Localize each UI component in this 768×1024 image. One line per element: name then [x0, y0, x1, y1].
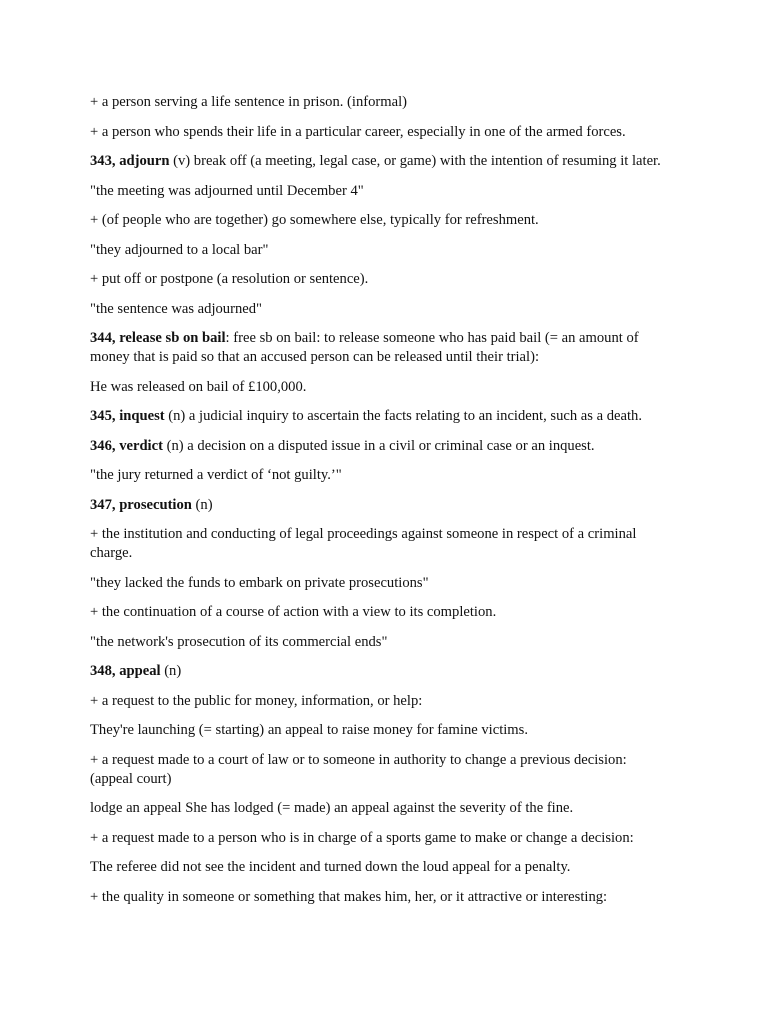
definition-line	[90, 211, 670, 230]
definition-line	[90, 603, 670, 622]
entry-headword: 343, adjourn	[90, 153, 170, 169]
definition-text: + a request to the public for money, information, or help:	[90, 692, 423, 709]
example-text: The referee did not see the incident and turned down the loud appeal for a penalty.	[90, 859, 571, 875]
definition-text: + the quality in someone or something that makes him, her, or it attractive or interesting:	[90, 888, 608, 905]
definition-text: (v) break off (a meeting, legal case, or game) with the intention of resuming it later.	[169, 153, 661, 169]
entry-headword: 348, appeal	[90, 663, 161, 679]
example-line	[90, 378, 670, 397]
definition-text: + a person serving a life sentence in prison. (informal)	[90, 94, 408, 110]
entry-headword: 344, release sb on bail	[90, 330, 226, 346]
example-line	[90, 300, 670, 319]
definition-text: (n) a judicial inquiry to ascertain the facts relating to an incident, such as a death.	[164, 408, 642, 424]
example-text: They're launching (= starting) an appeal to raise money for famine victims.	[90, 722, 528, 738]
entry-inquest	[90, 407, 670, 426]
entry-prosecution	[90, 496, 670, 515]
entry-release-on-bail	[90, 329, 670, 367]
definition-line	[90, 93, 670, 112]
example-line	[90, 721, 670, 740]
definition-text: + (of people who are together) go somewhere else, typically for refreshment.	[90, 212, 539, 228]
definition-line	[90, 829, 670, 848]
definition-text: (n)	[160, 663, 182, 679]
example-line	[90, 241, 670, 260]
definition-text: + the continuation of a course of action with a view to its completion.	[90, 604, 497, 620]
example-text: "the network's prosecution of its commercial ends"	[90, 633, 388, 650]
entry-headword: 345, inquest	[90, 408, 165, 424]
example-text: "the sentence was adjourned"	[90, 300, 262, 317]
entry-verdict	[90, 437, 670, 456]
example-line	[90, 633, 670, 652]
example-line	[90, 182, 670, 201]
definition-line	[90, 270, 670, 289]
entry-adjourn	[90, 152, 670, 171]
definition-line	[90, 692, 670, 711]
definition-text: (n) a decision on a disputed issue in a civil or criminal case or an inquest.	[162, 437, 595, 454]
definition-line	[90, 888, 670, 907]
entry-headword: 346, verdict	[90, 437, 163, 454]
definition-text: (n)	[191, 496, 213, 513]
example-line	[90, 858, 670, 877]
example-text: "the jury returned a verdict of ‘not guilty.’"	[90, 467, 342, 483]
entry-headword: 347, prosecution	[90, 496, 192, 513]
definition-text: + the institution and conducting of legal proceedings against someone in respect of a criminal charge.	[90, 526, 637, 561]
definition-text: : free sb on bail: to release someone who has paid bail (= an amount of money that is paid so that an accused person can be released until their trial):	[90, 330, 639, 365]
definition-text: + a request made to a court of law or to someone in authority to change a previous decision: (appeal court)	[90, 751, 627, 787]
entry-appeal	[90, 662, 670, 681]
example-text: "they adjourned to a local bar"	[90, 241, 269, 258]
example-line	[90, 466, 670, 485]
definition-text: + a request made to a person who is in charge of a sports game to make or change a decision:	[90, 829, 634, 846]
document-page	[90, 93, 670, 917]
definition-text: + put off or postpone (a resolution or sentence).	[90, 271, 369, 287]
definition-line	[90, 123, 670, 142]
example-text: He was released on bail of £100,000.	[90, 378, 307, 395]
definition-line	[90, 525, 670, 563]
example-text: "they lacked the funds to embark on private prosecutions"	[90, 574, 429, 591]
example-line	[90, 574, 670, 593]
example-text: lodge an appeal She has lodged (= made) an appeal against the severity of the fine.	[90, 800, 574, 816]
example-line	[90, 799, 670, 818]
definition-line	[90, 751, 670, 789]
example-text: "the meeting was adjourned until December 4"	[90, 182, 364, 199]
definition-text: + a person who spends their life in a particular career, especially in one of the armed forces.	[90, 123, 626, 140]
